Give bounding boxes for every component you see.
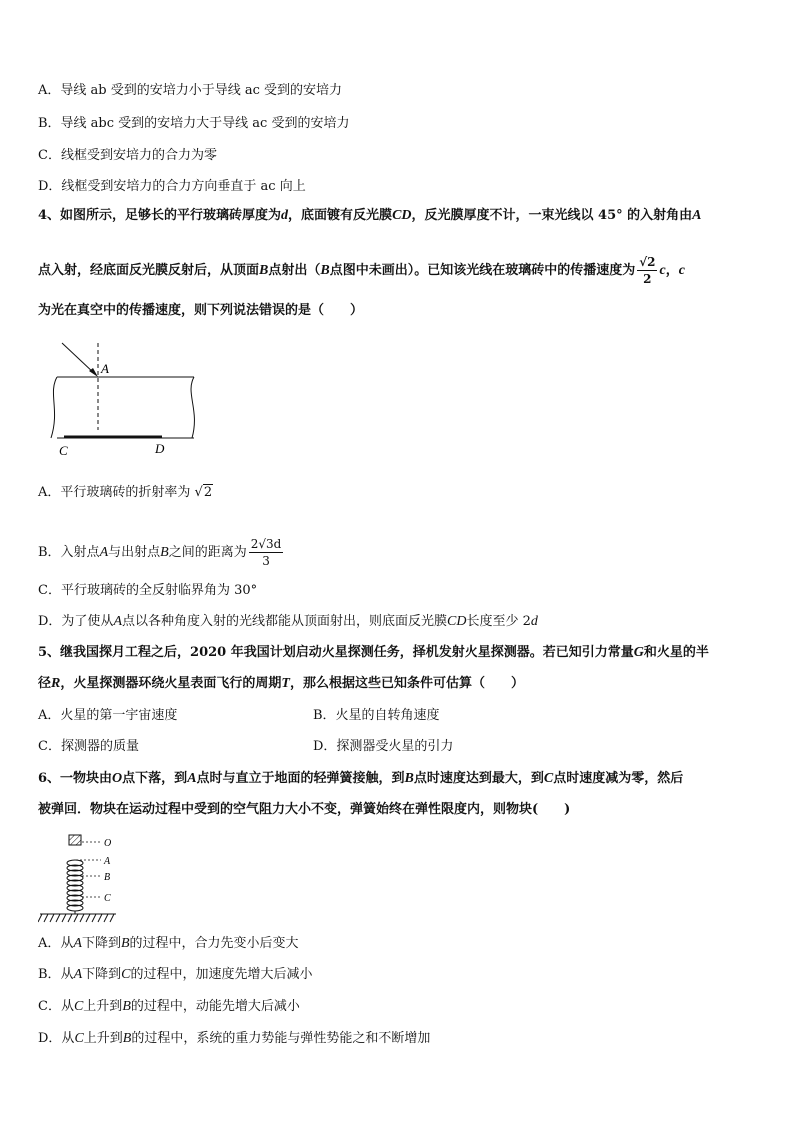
q3-option-b: B．导线 abc 受到的安培力大于导线 ac 受到的安培力 bbox=[38, 116, 350, 131]
q4-option-c: C．平行玻璃砖的全反射临界角为 30° bbox=[38, 583, 258, 598]
block-icon bbox=[69, 835, 81, 845]
q4-stem-line2: 点入射，经底面反光膜反射后，从顶面B点射出（B点图中未画出）。已知该光线在玻璃砖中的传播速度为 $\frac{√2}{2}$ c，c bbox=[38, 255, 685, 286]
q4-option-a: A．平行玻璃砖的折射率为 √2 bbox=[38, 485, 213, 500]
q6-option-b: B．从A下降到C的过程中，加速度先增大后减小 bbox=[38, 967, 313, 982]
q5-option-d: D．探测器受火星的引力 bbox=[313, 739, 454, 754]
q3-option-c: C．线框受到安培力的合力为零 bbox=[38, 148, 217, 163]
q5-stem-line1: 5、继我国探月工程之后，2020 年我国计划启动火星探测任务，择机发射火星探测器。若已知引力常量G和火星的半 bbox=[38, 645, 709, 660]
point-a-label: A bbox=[104, 856, 111, 867]
q6-stem-line1: 6、一物块由O点下落，到A点时与直立于地面的轻弹簧接触，到B点时速度达到最大，到C点时速度减为零，然后 bbox=[38, 771, 684, 786]
point-c-label: C bbox=[104, 893, 111, 904]
point-c-label: C bbox=[59, 443, 68, 458]
q4-stem-line3: 为光在真空中的传播速度，则下列说法错误的是（ ） bbox=[38, 303, 364, 318]
q3-option-d: D．线框受到安培力的合力方向垂直于 ac 向上 bbox=[38, 179, 306, 194]
point-a-label: A bbox=[101, 361, 109, 376]
point-o-label: O bbox=[104, 838, 112, 849]
q6-option-a: A．从A下降到B的过程中，合力先变小后变大 bbox=[38, 936, 299, 951]
q5-option-a: A．火星的第一宇宙速度 bbox=[38, 708, 178, 723]
q6-option-c: C．从C上升到B的过程中，动能先增大后减小 bbox=[38, 999, 300, 1014]
q6-option-d: D．从C上升到B的过程中，系统的重力势能与弹性势能之和不断增加 bbox=[38, 1031, 431, 1046]
q5-stem-line2: 径R，火星探测器环绕火星表面飞行的周期T，那么根据这些已知条件可估算（ ） bbox=[38, 676, 524, 691]
glass-slab-figure bbox=[44, 338, 204, 460]
q4-option-b: B．入射点A与出射点B之间的距离为 $\frac{2√3d}{3}$ bbox=[38, 537, 282, 568]
speed-fraction: $\frac{√2}{2}$ bbox=[639, 255, 656, 286]
q5-option-c: C．探测器的质量 bbox=[38, 739, 139, 754]
q4-stem-line1: 4、如图所示，足够长的平行玻璃砖厚度为d，底面镀有反光膜CD，反光膜厚度不计，一束光线以 45° 的入射角由A bbox=[38, 208, 702, 223]
distance-fraction: $\frac{2√3d}{3}$ bbox=[250, 537, 282, 568]
q4-option-d: D．为了使从A点以各种角度入射的光线都能从顶面射出，则底面反光膜CD长度至少 2d bbox=[38, 614, 538, 629]
point-d-label: D bbox=[155, 441, 165, 456]
q3-option-a: A．导线 ab 受到的安培力小于导线 ac 受到的安培力 bbox=[38, 83, 343, 98]
spring-icon bbox=[67, 860, 83, 911]
q6-stem-line2: 被弹回．物块在运动过程中受到的空气阻力大小不变，弹簧始终在弹性限度内，则物块( ) bbox=[38, 802, 571, 817]
spring-figure bbox=[38, 826, 128, 924]
point-b-label: B bbox=[104, 872, 111, 883]
q5-option-b: B．火星的自转角速度 bbox=[313, 708, 440, 723]
